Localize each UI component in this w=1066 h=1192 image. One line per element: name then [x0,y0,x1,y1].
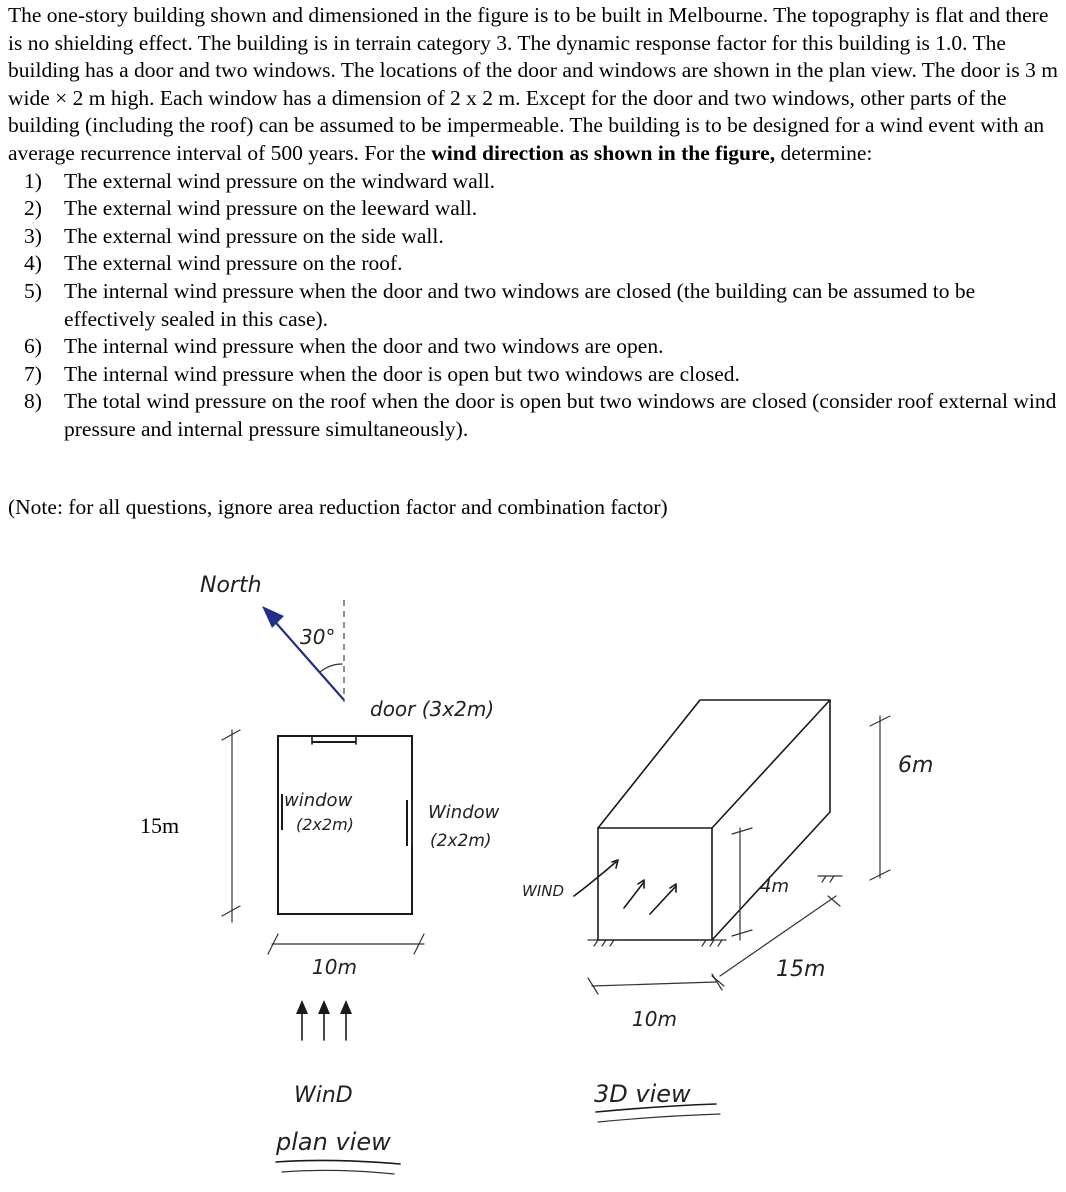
ground-hatch [588,876,842,946]
question-item [8,195,1058,223]
question-item [8,168,1058,196]
width-label: 10m [312,955,357,979]
question-text: The internal wind pressure when the door and two windows are closed (the building can be assumed to be effectively sealed in this case). [64,278,976,331]
question-item [8,278,1058,333]
width-label-3d: 10m [632,1007,677,1031]
question-number: 2) [24,196,42,221]
plan-view-underline [276,1160,400,1164]
intro-bold-text: wind direction as shown in the figure, [431,140,776,165]
question-text: The external wind pressure on the leeward wall. [64,196,478,221]
question-item [8,333,1058,361]
question-number: 4) [24,251,42,276]
window-right-size: (2x2m) [430,831,492,851]
length-dimension [222,730,240,922]
roof-height-dimension [870,716,890,880]
north-label: North [200,573,262,598]
angle-arc [320,664,342,672]
plan-view-title: plan view [276,1128,391,1156]
plan-view-underline [282,1170,394,1174]
wind-label-plan: WinD [294,1083,353,1108]
window-left-label: window [284,790,353,811]
note-text: (Note: for all questions, ignore area reduction factor and combination factor) [8,495,668,519]
question-text: The internal wind pressure when the door and two windows are open. [64,334,664,359]
question-number: 5) [24,278,42,303]
question-text: The external wind pressure on the windward wall. [64,168,496,193]
intro-tail: determine: [775,140,873,165]
question-text: The external wind pressure on the side wall. [64,223,444,248]
question-number: 1) [24,168,42,193]
wind-label-3d: WIND [522,882,565,900]
window-right-label: Window [428,802,500,823]
plan-view [140,573,500,1174]
question-number: 3) [24,223,42,248]
width-dimension-3d [588,974,722,994]
angle-label: 30° [300,625,336,649]
question-item [8,388,1058,443]
side-face [712,700,830,940]
question-item [8,250,1058,278]
window-left-size: (2x2m) [296,815,354,834]
view-3d-title: 3D view [594,1080,691,1108]
problem-statement [8,2,1058,444]
view-3d-underline [598,1114,720,1122]
question-item [8,223,1058,251]
question-number: 7) [24,361,42,386]
building-figure [0,540,1066,1192]
question-text: The external wind pressure on the roof. [64,251,403,276]
question-number: 8) [24,389,42,414]
problem-intro [8,2,1058,168]
wind-arrows-3d [574,860,676,914]
question-text: The total wind pressure on the roof when the door is open but two windows are closed (consider roof external wind pressure and internal pressure simultaneously). [64,389,1057,441]
height-label: 4m [760,876,789,897]
length-label: 15m [140,813,180,838]
front-face [598,828,712,940]
wind-arrows-plan [296,1000,352,1040]
north-arrow-icon [262,606,344,700]
view-3d [522,700,933,1122]
roof-face [598,700,830,828]
question-item [8,361,1058,389]
depth-label: 15m [776,957,826,982]
width-dimension [268,934,424,954]
question-list [8,168,1058,444]
roof-height-label: 6m [898,753,934,778]
height-dimension [732,828,752,940]
intro-text: The one-story building shown and dimensioned in the figure is to be built in Melbourne. The topography is flat and there is no shielding effect. The building is in terrain category 3. The dynamic response factor for this building is 1.0. The building has a door and two windows. The locations of the door and windows are shown in the plan view. The door is 3 m wide × 2 m high. Each window has a dimension of 2 x 2 m. Except for the door and two windows, other parts of the building (including the roof) can be assumed to be impermeable. The building is to be designed for a wind event with an average recurrence interval of 500 years. For the [8,3,1058,165]
question-number: 6) [24,334,42,359]
question-text: The internal wind pressure when the door is open but two windows are closed. [64,361,740,386]
door-label: door (3x2m) [370,697,495,721]
